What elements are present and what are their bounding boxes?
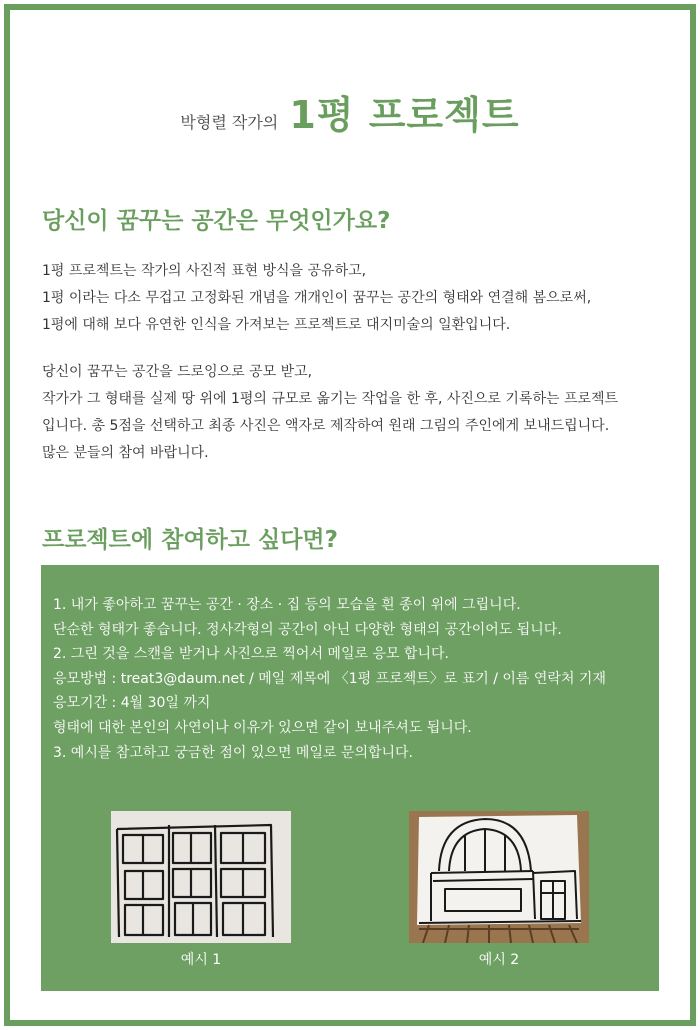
- instruction-line: 응모기간 : 4월 30일 까지: [53, 695, 211, 712]
- instruction-line: 3. 예시를 참고하고 궁금한 점이 있으면 메일로 문의합니다.: [53, 744, 414, 761]
- paragraph-line: 1평 이라는 다소 무겁고 고정화된 개념을 개개인이 꿈꾸는 공간의 형태와 연결해 봄으로써,: [42, 290, 592, 306]
- example2-image: [409, 811, 589, 943]
- instruction-line: 응모방법 : treat3@daum.net / 메일 제목에 〈1평 프로젝트〉로 표기 / 이름 연락처 기재: [53, 670, 606, 687]
- building-drawing-icon: [111, 811, 291, 943]
- instructions-text: [53, 593, 606, 765]
- paragraph-line: 작가가 그 형태를 실제 땅 위에 1평의 규모로 옮기는 작업을 한 후, 사진으로 기록하는 프로젝트: [42, 391, 619, 407]
- paragraph-line: 많은 분들의 참여 바랍니다.: [42, 445, 209, 461]
- instruction-line: 형태에 대한 본인의 사연이나 이유가 있으면 같이 보내주셔도 됩니다.: [53, 719, 472, 736]
- section2-heading: 프로젝트에 참여하고 싶다면?: [42, 527, 338, 553]
- page-title: [0, 84, 700, 139]
- arched-house-drawing-icon: [409, 811, 589, 943]
- paragraph-line: 당신이 꿈꾸는 공간을 드로잉으로 공모 받고,: [42, 364, 313, 380]
- instruction-line: 단순한 형태가 좋습니다. 정사각형의 공간이 아닌 다양한 형태의 공간이어도 됩니다.: [53, 621, 562, 638]
- example1-image: [111, 811, 291, 943]
- title-main: 1평 프로젝트: [289, 93, 520, 137]
- title-subtitle: 박형렬 작가의: [180, 113, 279, 132]
- paragraph-line: 1평 프로젝트는 작가의 사진적 표현 방식을 공유하고,: [42, 263, 367, 279]
- paragraph-line: 입니다. 총 5점을 선택하고 최종 사진은 액자로 제작하여 원래 그림의 주인에게 보내드립니다.: [42, 418, 610, 434]
- instructions-box: [41, 565, 659, 991]
- example2-caption: 예시 2: [478, 952, 520, 968]
- paragraph-line: 1평에 대해 보다 유연한 인식을 가져보는 프로젝트로 대지미술의 일환입니다.: [42, 317, 511, 333]
- instruction-line: 2. 그린 것을 스캔을 받거나 사진으로 찍어서 메일로 응모 합니다.: [53, 646, 449, 663]
- example1-caption: 예시 1: [180, 952, 222, 968]
- section1-paragraph1: [42, 258, 662, 339]
- instruction-line: 1. 내가 좋아하고 꿈꾸는 공간 · 장소 · 집 등의 모습을 흰 종이 위에 그립니다.: [53, 597, 521, 613]
- section1-heading: 당신이 꿈꾸는 공간은 무엇인가요?: [42, 208, 391, 234]
- section1-paragraph2: [42, 359, 662, 467]
